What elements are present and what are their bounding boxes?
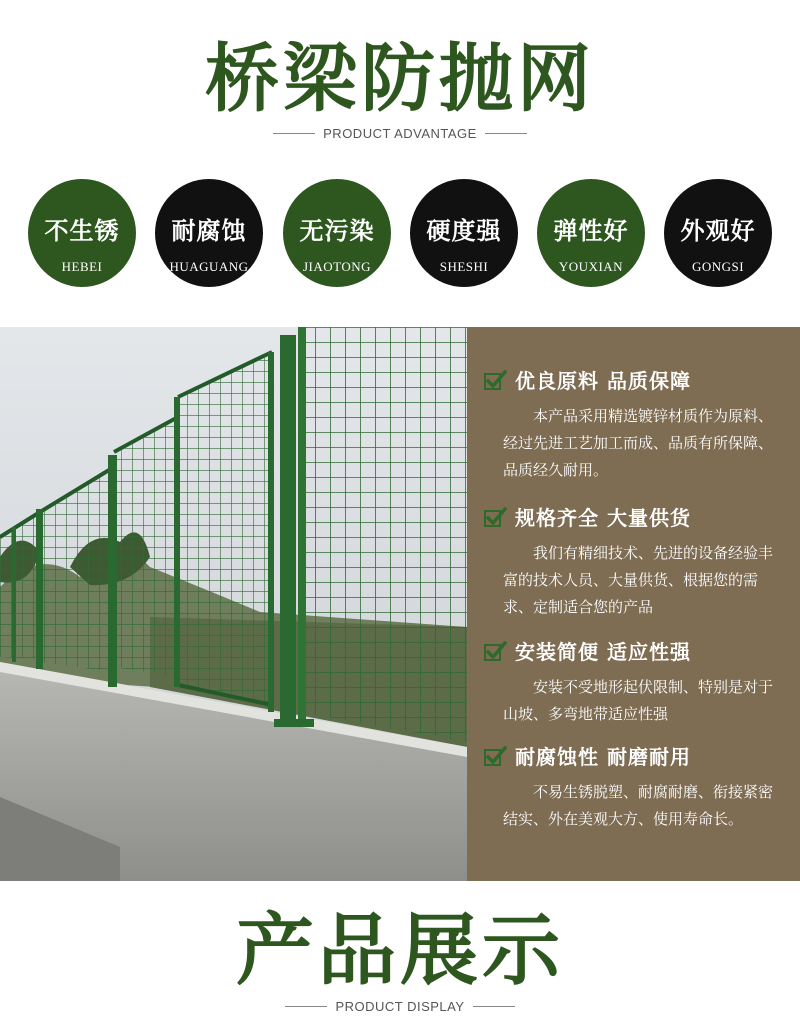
badge-label: 硬度强 [426,217,502,245]
badge-caption: GONGSI [691,259,745,274]
feature-text: 不易生锈脱塑、耐腐耐磨、衔接紧密结实、外在美观大方、使用寿命长。 [503,783,774,828]
product-photo [0,327,467,881]
feature-text: 本产品采用精选镀锌材质作为原料、经过先进工艺加工而成、品质有所保障、品质经久耐用。 [503,407,774,479]
checkbox-check-icon [483,639,507,663]
feature-heading [483,636,691,665]
feature-text: 安装不受地形起伏限制、特别是对于山坡、多弯地带适应性强 [503,678,774,723]
feature-heading [483,365,691,394]
subtitle-row [0,126,800,141]
divider-left [273,133,315,134]
feature-heading [483,741,691,770]
badge-appearance [664,179,772,287]
advantage-badges [28,179,772,289]
fence-illustration [0,327,467,881]
badge-caption: HUAGUANG [169,259,249,274]
divider-right [473,1006,515,1007]
feature-title: 安装简便 适应性强 [515,640,691,664]
section-subtitle-row [0,999,800,1014]
badge-caption: JIAOTONG [302,259,372,274]
feature-heading [483,502,691,531]
section-title: 产品展示 [235,906,564,996]
badge-label: 耐腐蚀 [171,217,247,245]
feature-text: 我们有精细技术、先进的设备经验丰富的技术人员、大量供货、根据您的需求、定制适合您的产品 [503,544,774,616]
feature-title: 优良原料 品质保障 [515,369,691,393]
badge-label: 不生锈 [44,217,120,245]
badge-rust-proof [28,179,136,287]
feature-title: 耐腐蚀性 耐磨耐用 [515,745,691,769]
section-subtitle: PRODUCT DISPLAY [335,999,465,1014]
badge-pollution-free [283,179,391,287]
page-title: 桥梁防抛网 [205,36,595,122]
divider-right [485,133,527,134]
feature-title: 规格齐全 大量供货 [515,506,691,530]
badge-caption: YOUXIAN [558,259,624,274]
checkbox-check-icon [483,368,507,392]
badge-corrosion-resistant [155,179,263,287]
badge-label: 弹性好 [553,217,629,245]
page-subtitle: PRODUCT ADVANTAGE [323,126,477,141]
badge-caption: SHESHI [439,259,489,274]
checkbox-check-icon [483,505,507,529]
badge-label: 无污染 [299,217,375,245]
checkbox-check-icon [483,744,507,768]
badge-label: 外观好 [680,217,756,245]
divider-left [285,1006,327,1007]
badge-hardness [410,179,518,287]
features-panel [467,327,800,881]
badge-elasticity [537,179,645,287]
badge-caption: HEBEI [61,259,103,274]
